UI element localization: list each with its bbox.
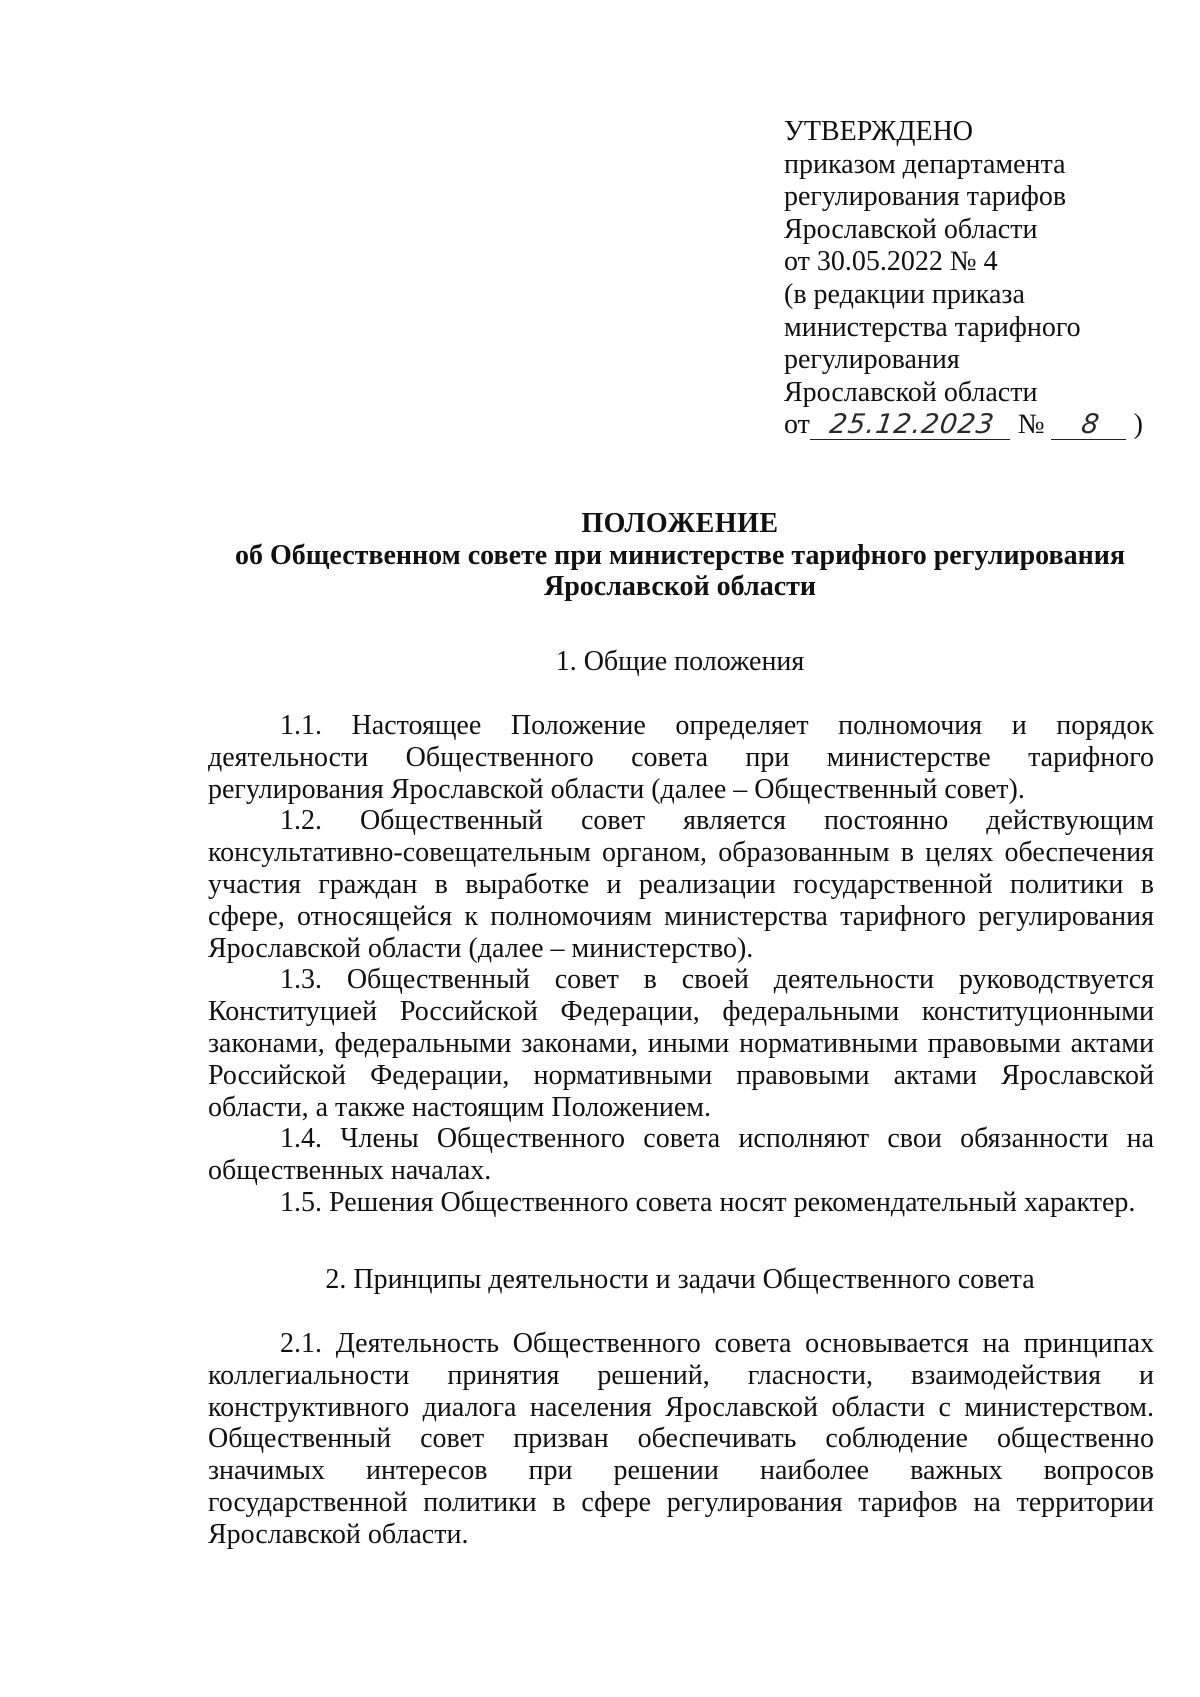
approval-line-7: министерства тарифного xyxy=(784,311,1081,343)
document-subtitle-line-2: Ярославской области xyxy=(543,571,817,602)
paragraph-2-1: 2.1. Деятельность Общественного совета основывается на принципах коллегиальности принятия решений, гласности, взаимодействия и конструктивного диалога населения Ярославской области с министерством. Общественный совет призван обеспечивать соблюдение общественно значимых интересов при решении наиболее важных вопросов государственной политики в сфере регулирования тарифов на территории Ярославской области. xyxy=(208,1328,1154,1550)
paragraph-1-2: 1.2. Общественный совет является постоянно действующим консультативно-совещательным органом, образованным в целях обеспечения участия граждан в выработке и реализации государственной политики в сфере, относящейся к полномочиям министерства тарифного регулирования Ярославской области (далее – министерство). xyxy=(208,805,1154,964)
document-title-block xyxy=(205,508,1155,602)
approval-date-prefix: от xyxy=(784,409,810,441)
paragraph-1-5: 1.5. Решения Общественного совета носят рекомендательный характер. xyxy=(280,1186,1136,1218)
approval-line-4: Ярославской области xyxy=(784,213,1038,245)
document-subtitle-line-1: об Общественном совете при министерстве тарифного регулирования xyxy=(235,540,1125,571)
section-1-heading: 1. Общие положения xyxy=(555,646,805,677)
document-title: ПОЛОЖЕНИЕ xyxy=(581,508,779,539)
number-sign: № xyxy=(1017,409,1045,441)
paragraph-1-1: 1.1. Настоящее Положение определяет полномочия и порядок деятельности Общественного совета при министерстве тарифного регулирования Ярославской области (далее – Общественный совет). xyxy=(208,710,1154,805)
approval-line-2: приказом департамента xyxy=(784,148,1066,180)
paragraph-1-3: 1.3. Общественный совет в своей деятельности руководствуется Конституцией Российской Федерации, федеральными конституционными законами, федеральными законами, иными нормативными правовыми актами Российской Федерации, нормативными правовыми актами Ярославской области, а также настоящим Положением. xyxy=(208,964,1154,1123)
paragraph-1-4: 1.4. Члены Общественного совета исполняют свои обязанности на общественных началах. xyxy=(208,1123,1154,1187)
section-2-heading: 2. Принципы деятельности и задачи Общественного совета xyxy=(325,1264,1035,1295)
handwritten-number: 8 xyxy=(1051,411,1130,440)
approval-line-6: (в редакции приказа xyxy=(784,278,1025,310)
section-1-body xyxy=(208,710,1154,1219)
approval-line-3: регулирования тарифов xyxy=(784,181,1067,213)
approval-line-1: УТВЕРЖДЕНО xyxy=(784,116,974,147)
section-2-body xyxy=(208,1328,1154,1551)
approval-line-10 xyxy=(784,409,1164,442)
approval-line-8: регулирования xyxy=(784,344,960,376)
approval-line-9: Ярославской области xyxy=(784,376,1038,408)
closing-paren: ) xyxy=(1133,409,1143,441)
handwritten-date: 25.12.2023 xyxy=(810,411,1014,440)
approval-line-5: от 30.05.2022 № 4 xyxy=(784,246,998,278)
approval-stamp-block xyxy=(784,116,1164,442)
